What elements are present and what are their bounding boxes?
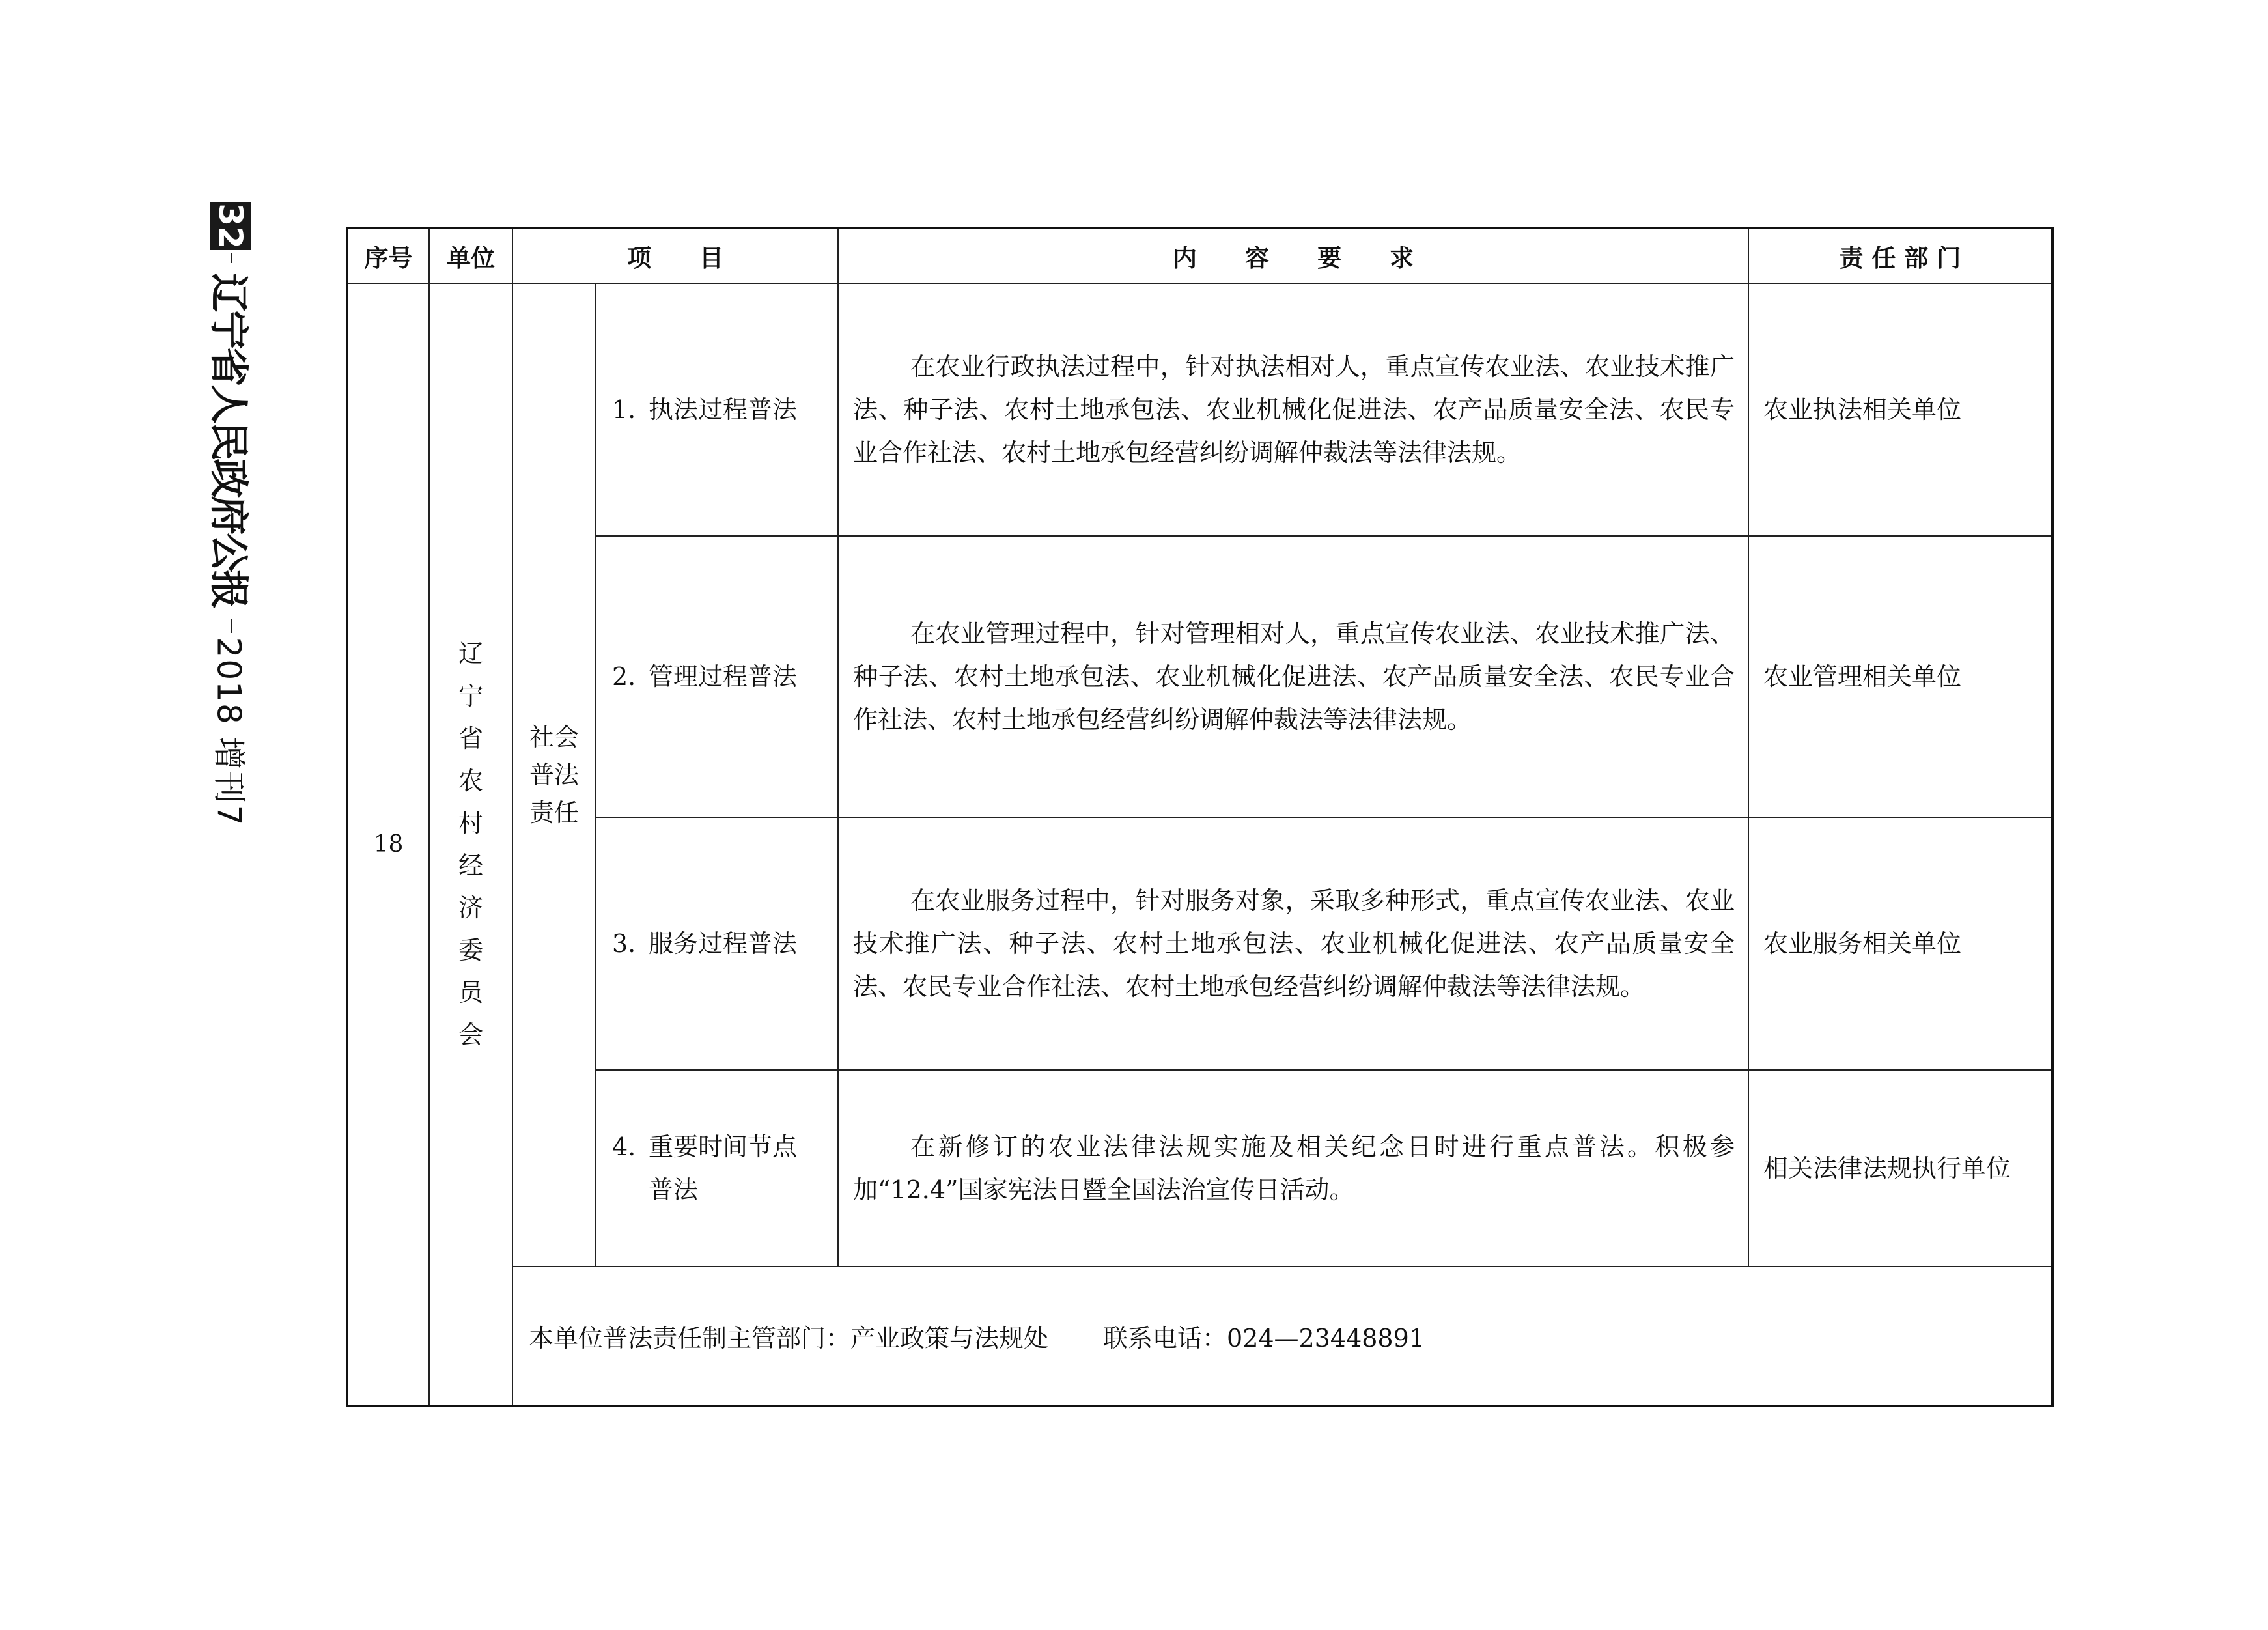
header-seq: 序号 bbox=[347, 228, 429, 283]
dept-cell: 农业服务相关单位 bbox=[1748, 817, 2052, 1070]
header-unit: 单位 bbox=[429, 228, 512, 283]
journal-issue: 2018 增刊7 bbox=[210, 637, 248, 827]
content-cell: 在新修订的农业法律法规实施及相关纪念日时进行重点普法。积极参加“12.4”国家宪法日暨全国法治宣传日活动。 bbox=[838, 1070, 1748, 1267]
item-cell: 3. 服务过程普法 bbox=[596, 817, 838, 1070]
seq-cell: 18 bbox=[347, 283, 429, 1406]
footer-cell bbox=[512, 1267, 2052, 1406]
header-divider bbox=[231, 619, 232, 633]
content-cell: 在农业行政执法过程中，针对执法相对人，重点宣传农业法、农业技术推广法、种子法、农村土地承包法、农业机械化促进法、农产品质量安全法、农民专业合作社法、农村土地承包经营纠纷调解仲裁法等法律法规。 bbox=[838, 283, 1748, 536]
responsibility-table-wrapper bbox=[346, 227, 2054, 1407]
dept-cell: 农业执法相关单位 bbox=[1748, 283, 2052, 536]
item-cell: 1. 执法过程普法 bbox=[596, 283, 838, 536]
unit-cell: 辽 宁 省 农 村 经 济 委 员 会 bbox=[429, 283, 512, 1406]
dept-cell: 农业管理相关单位 bbox=[1748, 536, 2052, 817]
table-row bbox=[347, 283, 2052, 536]
header-divider bbox=[231, 253, 232, 263]
category-cell: 社会 普法 责任 bbox=[512, 283, 596, 1267]
footer-phone: 联系电话：024—23448891 bbox=[1103, 1324, 1425, 1353]
table-row bbox=[347, 1070, 2052, 1267]
header-content: 内 容 要 求 bbox=[838, 228, 1748, 283]
footer-department: 本单位普法责任制主管部门：产业政策与法规处 bbox=[529, 1324, 1049, 1353]
responsibility-table bbox=[346, 227, 2054, 1407]
content-cell: 在农业服务过程中，针对服务对象，采取多种形式，重点宣传农业法、农业技术推广法、种子法、农村土地承包法、农业机械化促进法、农产品质量安全法、农民专业合作社法、农村土地承包经营纠纷调解仲裁法等法律法规。 bbox=[838, 817, 1748, 1070]
table-footer-row bbox=[347, 1267, 2052, 1406]
page-number-box bbox=[210, 202, 251, 250]
item-cell: 4. 重要时间节点 普法 bbox=[596, 1070, 838, 1267]
content-cell: 在农业管理过程中，针对管理相对人，重点宣传农业法、农业技术推广法、种子法、农村土地承包法、农业机械化促进法、农产品质量安全法、农民专业合作社法、农村土地承包经营纠纷调解仲裁法等法律法规。 bbox=[838, 536, 1748, 817]
journal-header-strip bbox=[205, 202, 254, 853]
header-item: 项 目 bbox=[512, 228, 838, 283]
journal-title: 辽宁省人民政府公报 bbox=[205, 273, 251, 608]
table-row bbox=[347, 817, 2052, 1070]
page-number: 32 bbox=[212, 203, 249, 249]
table-row bbox=[347, 536, 2052, 817]
item-cell: 2. 管理过程普法 bbox=[596, 536, 838, 817]
table-header-row bbox=[347, 228, 2052, 283]
header-dept: 责 任 部 门 bbox=[1748, 228, 2052, 283]
dept-cell: 相关法律法规执行单位 bbox=[1748, 1070, 2052, 1267]
